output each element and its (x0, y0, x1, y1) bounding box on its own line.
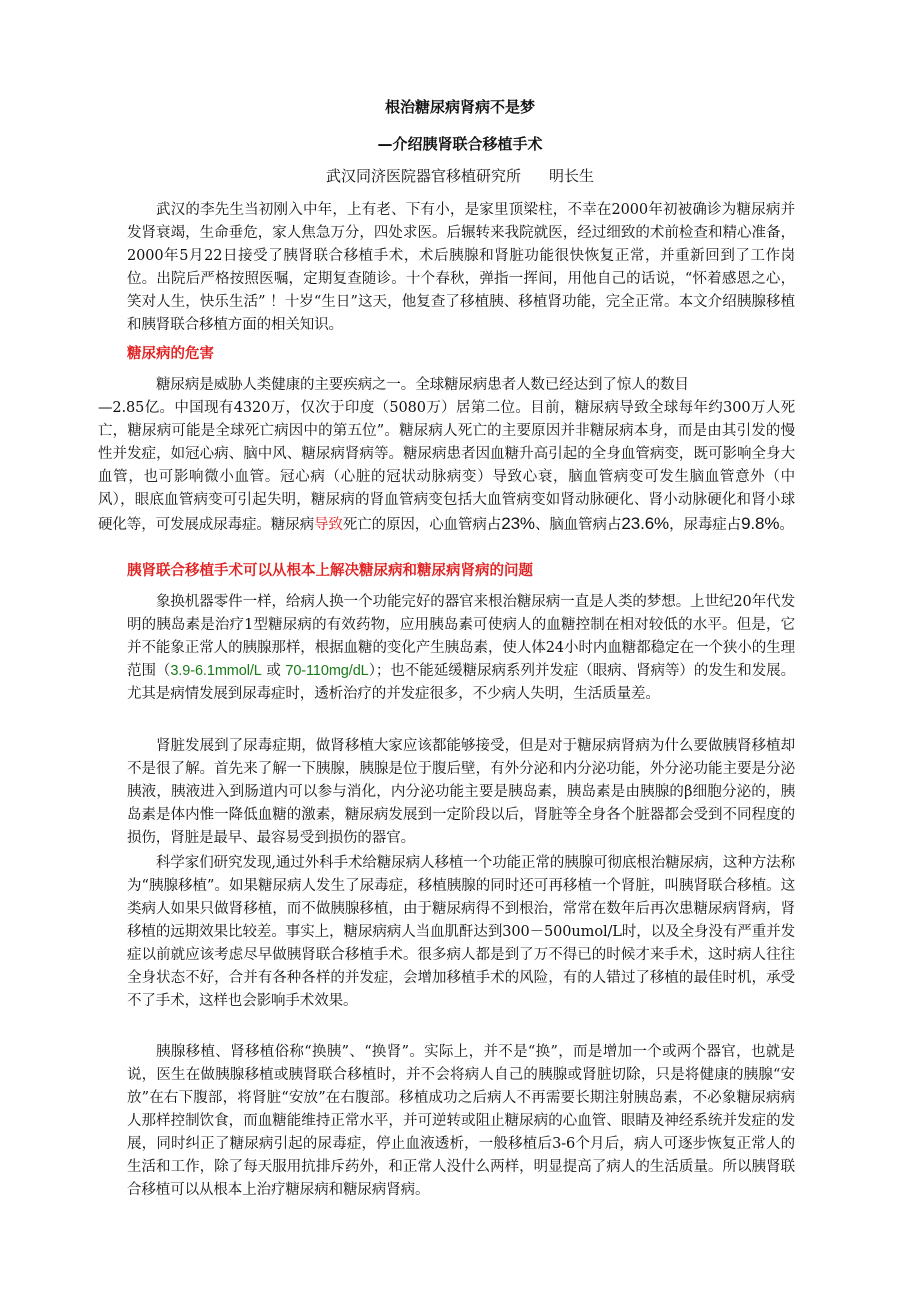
diabetes-harm-body: —2.85亿。中国现有4320万，仅次于印度（5080万）居第二位。目前，糖尿病导致全球每年约300万人死亡，糖尿病可能是全球死亡病因中的第五位”。糖尿病人死亡的主要原因并非糖尿病本身，而是由其引发的慢性并发症，如冠心病、脑中风、糖尿病肾病等。糖尿病患者因血糖升高引起的全身血管病变，既可影响全身大血管，也可影响微小血管。冠心病（心脏的冠状动脉病变）导致心衰，脑血管病变可发生脑血管意外（中风），眼底血管病变可引起失明，糖尿病的肾血管病变包括大血管病变如肾动脉硬化、肾小动脉硬化和肾小球硬化等，可发展成尿毒症。糖尿病导致死亡的原因，心血管病占23%、脑血管病占23.6%，尿毒症占9.8%。 (98, 400, 795, 533)
byline (0, 165, 920, 186)
document-title: 根治糖尿病肾病不是梦 (384, 98, 535, 116)
cause-text-3: ，尿毒症占 (669, 517, 742, 533)
glucose-range-mgdl: 70-110mg/dL (285, 663, 369, 679)
transplant-paragraph-4: 胰腺移植、肾移植俗称“换胰”、“换肾”。实际上，并不是“换”，而是增加一个或两个器官，也就是说，医生在做胰腺移植或胰肾联合移植时，并不会将病人自己的胰腺或肾脏切除，只是将健康的胰腺“安放”在右下腹部，将肾脏“安放”在右腹部。移植成功之后病人不再需要长期注射胰岛素，不必象糖尿病病人那样控制饮食，而血糖能维持正常水平，并可逆转或阻止糖尿病的心血管、眼睛及神经系统并发症的发展，同时纠正了糖尿病引起的尿毒症，停止血液透析，一般移植后3-6个月后，病人可逐步恢复正常人的生活和工作，除了每天服用抗排斥药外，和正常人没什么两样，明显提高了病人的生活质量。所以胰肾联合移植可以从根本上治疗糖尿病和糖尿病肾病。 (127, 1044, 795, 1198)
uremia-percent: 9.8% (741, 514, 780, 533)
document-subtitle: —介绍胰肾联合移植手术 (377, 135, 543, 153)
byline-institution: 武汉同济医院器官移植研究所 (325, 167, 521, 185)
cause-text-1: 死亡的原因，心血管病占 (342, 517, 502, 533)
transplant-paragraph-3: 科学家们研究发现,通过外科手术给糖尿病人移植一个功能正常的胰腺可彻底根治糖尿病，这种方法称为“胰腺移植”。如果糖尿病人发生了尿毒症，移植胰腺的同时还可再移植一个肾脏，叫胰肾联合移植。这类病人如果只做肾移植，而不做胰腺移植，由于糖尿病得不到根治，常常在数年后再次患糖尿病肾病，肾移植的远期效果比较差。事实上，糖尿病病人当血肌酐达到300－500umol/L时，以及全身没有严重并发症以前就应该考虑尽早做胰肾联合移植手术。很多病人都是到了万不得已的时候才来手术，这时病人往往全身状态不好，合并有各种各样的并发症，会增加移植手术的风险，有的人错过了移植的最佳时机，承受不了手术，这样也会影响手术效果。 (127, 855, 795, 1009)
byline-author: 明长生 (549, 167, 595, 185)
diabetes-harm-paragraph (98, 374, 795, 537)
cause-text-2: 、脑血管病占 (534, 517, 622, 533)
glucose-range-or: 或 (261, 663, 286, 679)
transplant-p1-text-a: 象换机器零件一样，给病人换一个功能完好的器官来根治糖尿病一直是人类的梦想。上世纪20年代发明的胰岛素是治疗1型糖尿病的有效药物，应用胰岛素可使病人的血糖控制在相对较低的水平。但是，它并不能象正常人的胰腺那样，根据血糖的变化产生胰岛素，使人体24小时内血糖都稳定在一个狭小的生理范围（ (127, 594, 795, 679)
section-heading-diabetes-harm: 糖尿病的危害 (127, 346, 214, 362)
section-heading-pancreas-kidney: 胰肾联合移植手术可以从根本上解决糖尿病和糖尿病肾病的问题 (127, 563, 533, 579)
cerebrovascular-percent: 23.6% (621, 514, 670, 533)
transplant-p1-text-b: ）；也不能延缓糖尿病系列并发症（眼病、肾病等）的发生和发展。尤其是病情发展到尿毒症时，透析治疗的并发症很多，不少病人失明，生活质量差。 (127, 663, 796, 702)
cardiovascular-percent: 23% (501, 514, 535, 533)
highlight-cause-word: 导致 (314, 517, 343, 533)
glucose-range-mmol: 3.9-6.1mmol/L (170, 663, 262, 679)
diabetes-harm-first-line: 糖尿病是威胁人类健康的主要疾病之一。全球糖尿病患者人数已经达到了惊人的数目 (156, 377, 689, 393)
transplant-paragraph-2: 肾脏发展到了尿毒症期，做肾移植大家应该都能够接受，但是对于糖尿病肾病为什么要做胰肾移植却不是很了解。首先来了解一下胰腺，胰腺是位于腹后壁，有外分泌和内分泌功能，外分泌功能主要是分泌胰液，胰液进入到肠道内可以参与消化，内分泌功能主要是胰岛素，胰岛素是由胰腺的β细胞分泌的，胰岛素是体内惟一降低血糖的激素，糖尿病发展到一定阶段以后，肾脏等全身各个脏器都会受到不同程度的损伤，肾脏是最早、最容易受到损伤的器官。 (127, 738, 795, 846)
transplant-paragraph-1 (127, 591, 795, 706)
intro-paragraph: 武汉的李先生当初刚入中年，上有老、下有小，是家里顶梁柱，不幸在2000年初被确诊为糖尿病并发肾衰竭，生命垂危，家人焦急万分，四处求医。后辗转来我院就医，经过细致的术前检查和精心准备，2000年5月22日接受了胰肾联合移植手术，术后胰腺和肾脏功能很快恢复正常，并重新回到了工作岗位。出院后严格按照医嘱，定期复查随诊。十个春秋，弹指一挥间，用他自己的话说，“怀着感恩之心，笑对人生，快乐生活” ！十岁“生日”这天，他复查了移植胰、移植肾功能，完全正常。本文介绍胰腺移植和胰肾联合移植方面的相关知识。 (127, 202, 795, 333)
cause-text-end: 。 (779, 517, 794, 533)
